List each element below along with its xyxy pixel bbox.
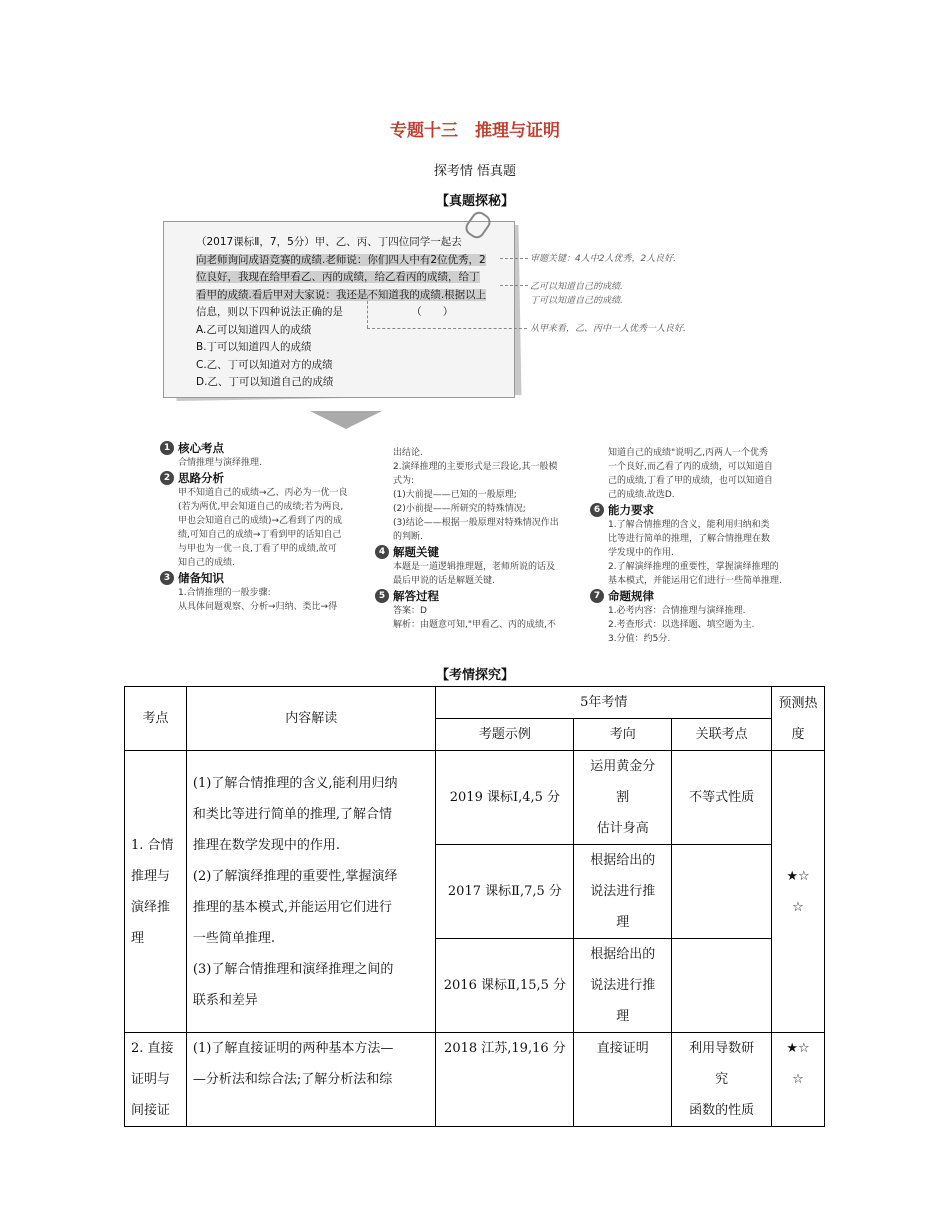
step-text: 知道自己的成绩"说明乙,丙两人一个优秀 — [608, 448, 769, 458]
step-text: 解析：由题意可知,"甲看乙、丙的成绩,不 — [393, 620, 556, 630]
cell-kaodian: 1. 合情 推理与 演绎推 理 — [125, 751, 187, 1033]
cell-yuce: ★☆ ☆ — [772, 751, 825, 1033]
step-text: 3.分值：约5分. — [608, 634, 671, 644]
question-line: 位良好，我现在给甲看乙、丙的成绩，给乙看丙的成绩，给丁 — [196, 271, 480, 283]
cell-shili: 2018 江苏,19,16 分 — [436, 1033, 574, 1127]
step-heading: 1 核心考点 — [160, 441, 375, 455]
annotation-note: 丁可以知道自己的成绩. — [530, 296, 623, 306]
step-number-icon: 6 — [590, 503, 604, 517]
analysis-column-2 — [375, 446, 590, 632]
step-heading: 7 命题规律 — [590, 589, 805, 603]
step-heading: 4 解题关键 — [375, 545, 590, 559]
header-yuce: 预测热 度 — [772, 687, 825, 751]
step-text: 答案：D — [393, 606, 427, 616]
cell-kaoxiang: 根据给出的 说法进行推 理 — [574, 939, 672, 1033]
cell-shili: 2016 课标Ⅱ,15,5 分 — [436, 939, 574, 1033]
header-shili: 考题示例 — [436, 719, 574, 751]
annotation-line — [367, 296, 368, 328]
page-title: 专题十三 推理与证明 — [390, 121, 560, 141]
header-5year: 5年考情 — [436, 687, 772, 719]
question-card — [163, 221, 515, 398]
annotation-line — [500, 258, 528, 259]
step-text: 式为: — [393, 476, 415, 486]
analysis-column-1 — [160, 440, 375, 614]
header-neirong: 内容解读 — [186, 687, 436, 751]
step-text: (1)大前提——已知的一般原理; — [393, 490, 517, 500]
option-c: C.乙、丁可以知道对方的成绩 — [196, 358, 333, 371]
section-heading-zhenti: 【真题探秘】 — [435, 194, 514, 209]
step-number-icon: 2 — [160, 471, 174, 485]
step-text: 学发现中的作用. — [608, 548, 674, 558]
step-text: 与甲也为一优一良,丁看了甲的成绩,故可 — [178, 544, 337, 554]
step-heading: 5 解答过程 — [375, 589, 590, 603]
cell-guanlian — [672, 939, 772, 1033]
question-line: 看甲的成绩.看后甲对大家说：我还是不知道我的成绩.根据以上 — [196, 288, 487, 301]
step-text: 从具体问题观察、分析→归纳、类比→得 — [178, 602, 338, 612]
step-text: 2.考查形式：以选择题、填空题为主. — [608, 620, 755, 630]
step-number-icon: 7 — [590, 589, 604, 603]
step-text: 基本模式，并能运用它们进行一些简单推理. — [608, 576, 782, 586]
step-text: 一个良好,而乙看了丙的成绩，可以知道自 — [608, 462, 773, 472]
cell-neirong: (1)了解直接证明的两种基本方法— —分析法和综合法;了解分析法和综 — [186, 1033, 436, 1127]
cell-kaodian: 2. 直接 证明与 间接证 — [125, 1033, 187, 1127]
step-number-icon: 5 — [375, 589, 389, 603]
step-heading: 6 能力要求 — [590, 503, 805, 517]
cell-kaoxiang: 根据给出的 说法进行推 理 — [574, 845, 672, 939]
cell-kaoxiang: 直接证明 — [574, 1033, 672, 1127]
analysis-column-3 — [590, 446, 805, 646]
option-a: A.乙可以知道四人的成绩 — [196, 323, 312, 336]
step-heading: 2 思路分析 — [160, 471, 375, 485]
step-text: 本题是一道逻辑推理题，老师所说的话及 — [393, 562, 556, 572]
cell-shili: 2017 课标Ⅱ,7,5 分 — [436, 845, 574, 939]
section-heading-kaoqing: 【考情探究】 — [435, 668, 514, 683]
header-kaodian: 考点 — [125, 687, 187, 751]
step-text: 1.必考内容：合情推理与演绎推理. — [608, 606, 746, 616]
step-text: 己的成绩.故选D. — [608, 490, 675, 500]
step-text: (2)小前提——所研究的特殊情况; — [393, 504, 526, 514]
step-text: 绩,可知自己的成绩→丁看到甲的话知自己 — [178, 530, 342, 540]
cell-neirong: (1)了解合情推理的含义,能利用归纳 和类比等进行简单的推理,了解合情 推理在数学发现中的作用. (2)了解演绎推理的重要性,掌握演绎 推理的基本模式,并能运用它们进行 一些简单推理. (3)了解合情推理和演绎推理之间的 联系和差异 — [186, 751, 436, 1033]
annotation-line — [500, 285, 528, 286]
step-number-icon: 3 — [160, 571, 174, 585]
annotation-note: 从甲来看，乙、丙中一人优秀一人良好. — [530, 324, 686, 334]
step-text: 1.合情推理的一般步骤: — [178, 588, 271, 598]
cell-guanlian: 不等式性质 — [672, 751, 772, 845]
annotation-note: 乙可以知道自己的成绩. — [530, 282, 623, 292]
annotation-line — [367, 328, 527, 329]
step-text: 1.了解合情推理的含义，能利用归纳和类 — [608, 520, 770, 530]
option-d: D.乙、丁可以知道自己的成绩 — [196, 376, 334, 388]
step-text: 比等进行简单的推理，了解合情推理在数 — [608, 534, 771, 544]
cell-yuce: ★☆ ☆ — [772, 1033, 825, 1127]
question-line: 向老师询问成语竞赛的成绩.老师说：你们四人中有2位优秀，2 — [196, 253, 486, 266]
step-text: 出结论. — [393, 448, 423, 458]
cell-guanlian: 利用导数研 究 函数的性质 — [672, 1033, 772, 1127]
step-text: 己的成绩,丁看了甲的成绩，也可以知道自 — [608, 476, 773, 486]
page-subtitle: 探考情 悟真题 — [433, 164, 517, 179]
annotation-note: 审题关键：4人中2人优秀，2人良好. — [530, 254, 677, 264]
step-text: 知自己的成绩. — [178, 558, 235, 568]
down-arrow-icon — [310, 411, 382, 429]
header-kaoxiang: 考向 — [574, 719, 672, 751]
question-line: 信息，则以下四种说法正确的是 （ ） — [196, 306, 454, 318]
step-text: 最后甲说的话是解题关键. — [393, 576, 495, 586]
step-number-icon: 4 — [375, 545, 389, 559]
header-guanlian: 关联考点 — [672, 719, 772, 751]
step-text: (3)结论——根据一般原理对特殊情况作出 — [393, 518, 559, 528]
step-text: 甲也会知道自己的成绩)→乙看到了丙的成 — [178, 516, 343, 526]
step-text: (若为两优,甲会知道自己的成绩;若为两良, — [178, 502, 344, 512]
step-text: 甲不知道自己的成绩→乙、丙必为一优一良 — [178, 488, 348, 498]
step-text: 的判断. — [393, 532, 423, 542]
exam-analysis-table — [124, 686, 825, 1127]
step-text: 2.演绎推理的主要形式是三段论,其一般模 — [393, 462, 558, 472]
step-text: 2.了解演绎推理的重要性，掌握演绎推理的 — [608, 562, 779, 572]
step-text: 合情推理与演绎推理. — [178, 458, 262, 468]
cell-shili: 2019 课标Ⅰ,4,5 分 — [436, 751, 574, 845]
step-heading: 3 储备知识 — [160, 571, 375, 585]
step-number-icon: 1 — [160, 441, 174, 455]
cell-kaoxiang: 运用黄金分 割 估计身高 — [574, 751, 672, 845]
cell-guanlian — [672, 845, 772, 939]
option-b: B.丁可以知道四人的成绩 — [196, 341, 312, 353]
question-line: （2017课标Ⅱ，7，5分）甲、乙、丙、丁四位同学一起去 — [196, 236, 462, 248]
